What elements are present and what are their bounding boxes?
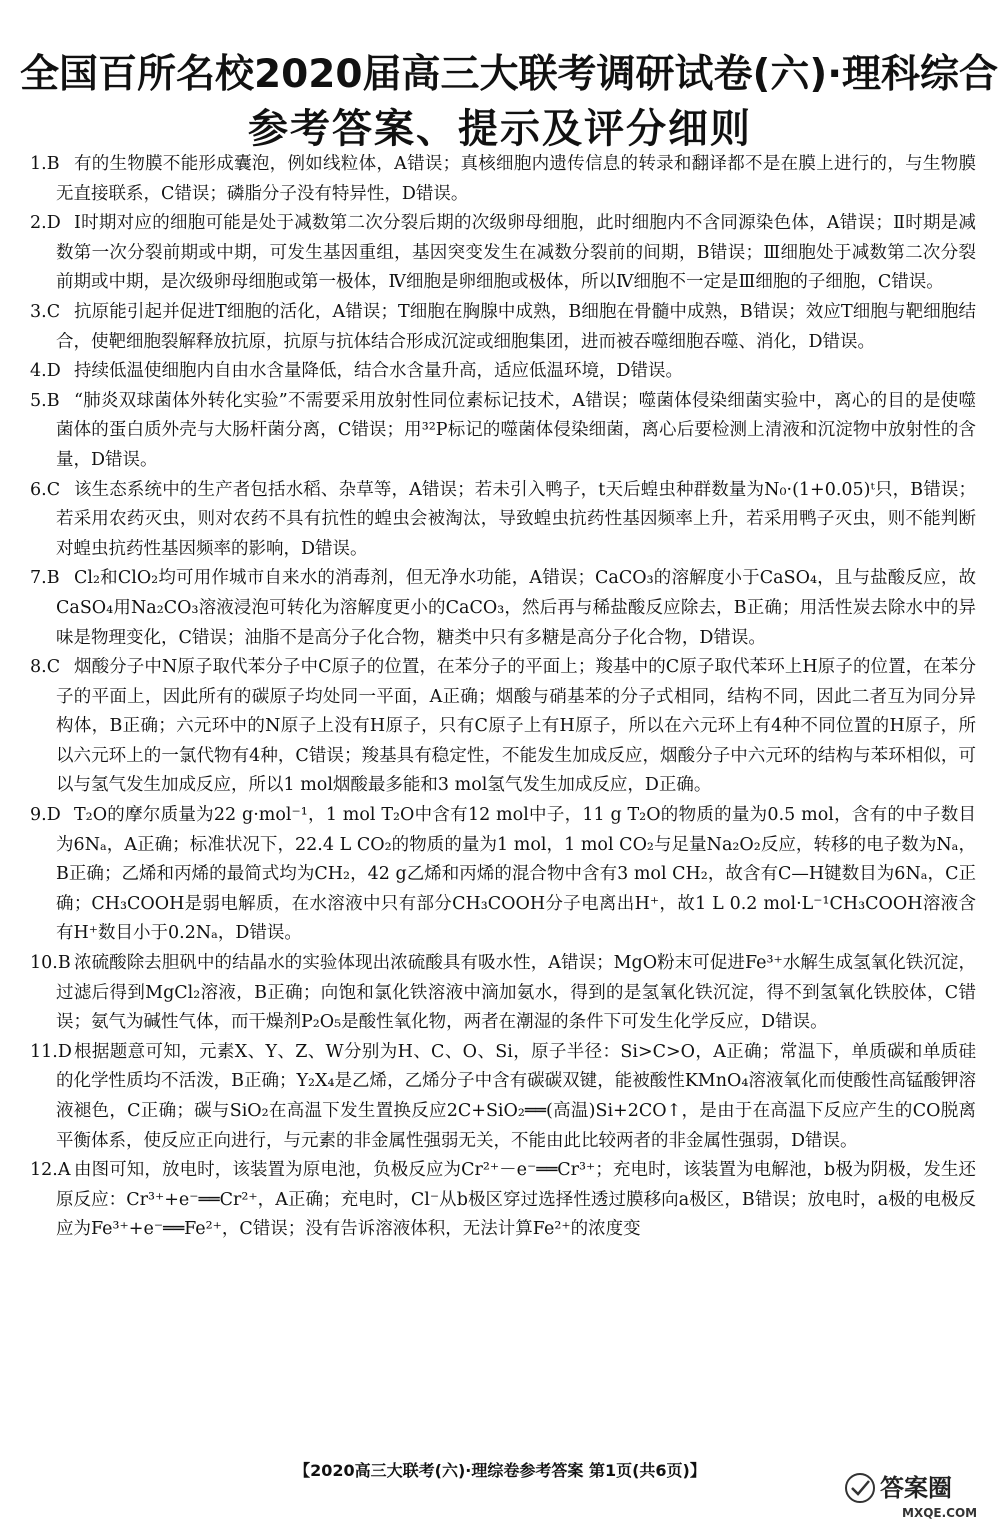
answer-explanation: T₂O的摩尔质量为22 g·mol⁻¹，1 mol T₂O中含有12 mol中子，11 g T₂O的物质的量为0.5 mol，含有的中子数目为6Nₐ，A正确；标准状况下，22.4 L CO₂的物质的量为1 mol，1 mol CO₂与足量Na₂O₂反应，转移的电子数为Nₐ，B正确；乙烯和丙烯的最简式均为CH₂，42 g乙烯和丙烯的混合物中含有3 mol CH₂，故含有C—H键数目为6Nₐ，C正确；CH₃COOH是弱电解质，在水溶液中只有部分CH₃COOH分子电离出H⁺，故1 L 0.2 mol·L⁻¹CH₃COOH溶液含有H⁺数目小于0.2Nₐ，D错误。 — [56, 805, 976, 944]
answer-number: 3.C — [30, 301, 61, 322]
watermark-logo-text: 答案圈 — [880, 1474, 952, 1502]
answer-explanation: 浓硫酸除去胆矾中的结晶水的实验体现出浓硫酸具有吸水性，A错误；MgO粉末可促进Fe³⁺水解生成氢氧化铁沉淀，过滤后得到MgCl₂溶液，B正确；向饱和氯化铁溶液中滴加氨水，得到的是氢氧化铁沉淀，得不到氢氧化铁胶体，C错误；氨气为碱性气体，而干燥剂P₂O₅是酸性氧化物，两者在潮湿的条件下可发生化学反应，D错误。 — [56, 953, 976, 1033]
watermark-logo — [842, 1462, 982, 1522]
answer-explanation: 由图可知，放电时，该装置为原电池，负极反应为Cr²⁺－e⁻══Cr³⁺；充电时，该装置为电解池，b极为阴极，发生还原反应：Cr³⁺+e⁻══Cr²⁺，A正确；充电时，Cl⁻从b极区穿过选择性透过膜移向a极区，B错误；放电时，a极的电极反应为Fe³⁺+e⁻══Fe²⁺，C错误；没有告诉溶液体积，无法计算Fe²⁺的浓度变 — [56, 1160, 976, 1240]
answer-explanation: 抗原能引起并促进T细胞的活化，A错误；T细胞在胸腺中成熟，B细胞在骨髓中成熟，B错误；效应T细胞与靶细胞结合，使靶细胞裂解释放抗原，抗原与抗体结合形成沉淀或细胞集团，进而被吞噬细胞吞噬、消化，D错误。 — [56, 301, 976, 352]
answer-number: 2.D — [30, 213, 61, 234]
answer-item — [30, 801, 976, 949]
answer-number: 5.B — [30, 390, 60, 411]
answer-number: 4.D — [30, 361, 61, 382]
answer-item — [30, 653, 976, 801]
answer-explanation: 该生态系统中的生产者包括水稻、杂草等，A错误；若未引入鸭子，t天后蝗虫种群数量为N₀·(1+0.05)ᵗ只，B错误；若采用农药灭虫，则对农药不具有抗性的蝗虫会被淘汰，导致蝗虫抗药性基因频率上升，若采用鸭子灭虫，则不能判断对蝗虫抗药性基因频率的影响，D错误。 — [56, 479, 976, 559]
answer-item — [30, 1156, 976, 1245]
answer-item — [30, 564, 976, 653]
answer-explanation: 持续低温使细胞内自由水含量降低，结合水含量升高，适应低温环境，D错误。 — [74, 361, 684, 382]
page-title: 全国百所名校2020届高三大联考调研试卷(六)·理科综合 — [20, 52, 999, 97]
answer-item — [30, 949, 976, 1038]
answer-item — [30, 357, 976, 387]
answer-number: 7.B — [30, 568, 60, 589]
answer-number: 12.A — [30, 1160, 71, 1181]
page-footer: 【2020高三大联考(六)·理综卷参考答案 第1页(共6页)】 — [294, 1461, 706, 1480]
answer-item — [30, 298, 976, 357]
answer-number: 1.B — [30, 154, 60, 174]
answer-item — [30, 209, 976, 298]
answer-item — [30, 387, 976, 476]
answer-explanation: 根据题意可知，元素X、Y、Z、W分别为H、C、O、Si，原子半径：Si>C>O，A正确；常温下，单质碳和单质硅的化学性质均不活泼，B正确；Y₂X₄是乙烯，乙烯分子中含有碳碳双键，能被酸性KMnO₄溶液氧化而使酸性高锰酸钾溶液褪色，C正确；碳与SiO₂在高温下发生置换反应2C+SiO₂══(高温)Si+2CO↑，是由于在高温下反应产生的CO脱离平衡体系，使反应正向进行，与元素的非金属性强弱无关，不能由此比较两者的非金属性强弱，D错误。 — [56, 1041, 976, 1151]
answer-explanation: “肺炎双球菌体外转化实验”不需要采用放射性同位素标记技术，A错误；噬菌体侵染细菌实验中，离心的目的是使噬菌体的蛋白质外壳与大肠杆菌分离，C错误；用³²P标记的噬菌体侵染细菌，离心后要检测上清液和沉淀物中放射性的含量，D错误。 — [56, 390, 976, 470]
answer-number: 11.D — [30, 1041, 72, 1062]
answer-explanation: Cl₂和ClO₂均可用作城市自来水的消毒剂，但无净水功能，A错误；CaCO₃的溶解度小于CaSO₄，且与盐酸反应，故CaSO₄用Na₂CO₃溶液浸泡可转化为溶解度更小的CaCO₃，然后再与稀盐酸反应除去，B正确；用活性炭去除水中的异味是物理变化，C错误；油脂不是高分子化合物，糖类中只有多糖是高分子化合物，D错误。 — [56, 568, 976, 648]
answer-item — [30, 476, 976, 565]
answer-number: 10.B — [30, 953, 71, 974]
answer-number: 9.D — [30, 805, 61, 826]
answer-item — [30, 1038, 976, 1156]
answer-number: 6.C — [30, 479, 61, 500]
answer-explanation: 有的生物膜不能形成囊泡，例如线粒体，A错误；真核细胞内遗传信息的转录和翻译都不是在膜上进行的，与生物膜无直接联系，C错误；磷脂分子没有特异性，D错误。 — [56, 154, 976, 204]
answer-list — [30, 150, 976, 1245]
answer-explanation: Ⅰ时期对应的细胞可能是处于减数第二次分裂后期的次级卵母细胞，此时细胞内不含同源染色体，A错误；Ⅱ时期是减数第一次分裂前期或中期，可发生基因重组，基因突变发生在减数分裂前的间期，B错误；Ⅲ细胞处于减数第二次分裂前期或中期，是次级卵母细胞或第一极体，Ⅳ细胞是卵细胞或极体，所以Ⅳ细胞不一定是Ⅲ细胞的子细胞，C错误。 — [56, 213, 976, 293]
watermark-url-text: MXQE.COM — [902, 1506, 978, 1520]
page-subtitle: 参考答案、提示及评分细则 — [248, 106, 752, 152]
answer-explanation: 烟酸分子中N原子取代苯分子中C原子的位置，在苯分子的平面上；羧基中的C原子取代苯环上H原子的位置，在苯分子的平面上，因此所有的碳原子均处同一平面，A正确；烟酸与硝基苯的分子式相同，结构不同，因此二者互为同分异构体，B正确；六元环中的N原子上没有H原子，只有C原子上有H原子，所以在六元环上有4种不同位置的H原子，所以六元环上的一氯代物有4种，C错误；羧基具有稳定性，不能发生加成反应，烟酸分子中六元环的结构与苯环相似，可以与氢气发生加成反应，所以1 mol烟酸最多能和3 mol氢气发生加成反应，D正确。 — [56, 657, 976, 796]
answer-number: 8.C — [30, 657, 61, 678]
answer-item — [30, 150, 976, 209]
